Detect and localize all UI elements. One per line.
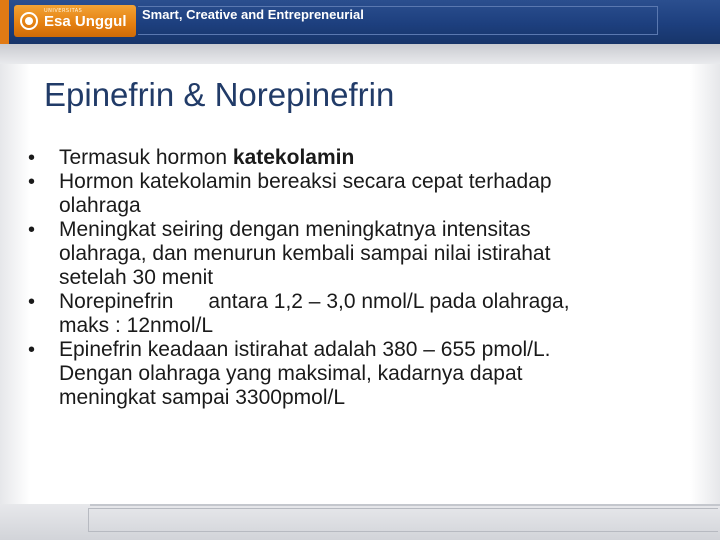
logo-emblem-icon — [20, 12, 38, 30]
bullet-line: olahraga — [59, 194, 141, 217]
slide-title: Epinefrin & Norepinefrin — [44, 76, 395, 113]
footer-line — [90, 504, 720, 506]
header-bar — [0, 0, 720, 44]
bullet-item — [26, 170, 706, 218]
header-tagline: Smart, Creative and Entrepreneurial — [142, 7, 364, 22]
logo-subtext: UNIVERSITAS — [44, 8, 83, 14]
bullet-line: setelah 30 menit — [59, 266, 214, 289]
bullet-line: maks : 12nmol/L — [59, 314, 214, 337]
bullet-bold-text: katekolamin — [232, 146, 355, 169]
bullet-item — [26, 146, 706, 170]
bullet-line: • Meningkat seiring dengan meningkatnya intensitas — [59, 218, 531, 241]
header-band — [0, 44, 720, 64]
bullet-line: Dengan olahraga yang maksimal, kadarnya dapat — [59, 362, 523, 385]
bullet-line: • Hormon katekolamin bereaksi secara cepat terhadap — [59, 170, 552, 193]
logo-text: Esa Unggul — [44, 13, 127, 30]
bullet-list — [26, 146, 706, 410]
bullet-item — [26, 218, 706, 290]
bullet-line: olahraga, dan menurun kembali sampai nilai istirahat — [59, 242, 551, 265]
bullet-line: • Epinefrin keadaan istirahat adalah 380 – 655 pmol/L. — [59, 338, 551, 361]
university-logo — [14, 5, 136, 37]
bullet-line — [59, 146, 706, 170]
footer-frame — [88, 508, 718, 532]
header-accent — [0, 0, 9, 44]
bullet-text: Termasuk hormon — [59, 146, 233, 169]
bullet-item — [26, 290, 706, 338]
bullet-line: meningkat sampai 3300pmol/L — [59, 386, 346, 409]
bullet-line: • Norepinefrin antara 1,2 – 3,0 nmol/L pada olahraga, — [59, 290, 570, 313]
footer-bar — [0, 504, 720, 540]
bullet-item — [26, 338, 706, 410]
